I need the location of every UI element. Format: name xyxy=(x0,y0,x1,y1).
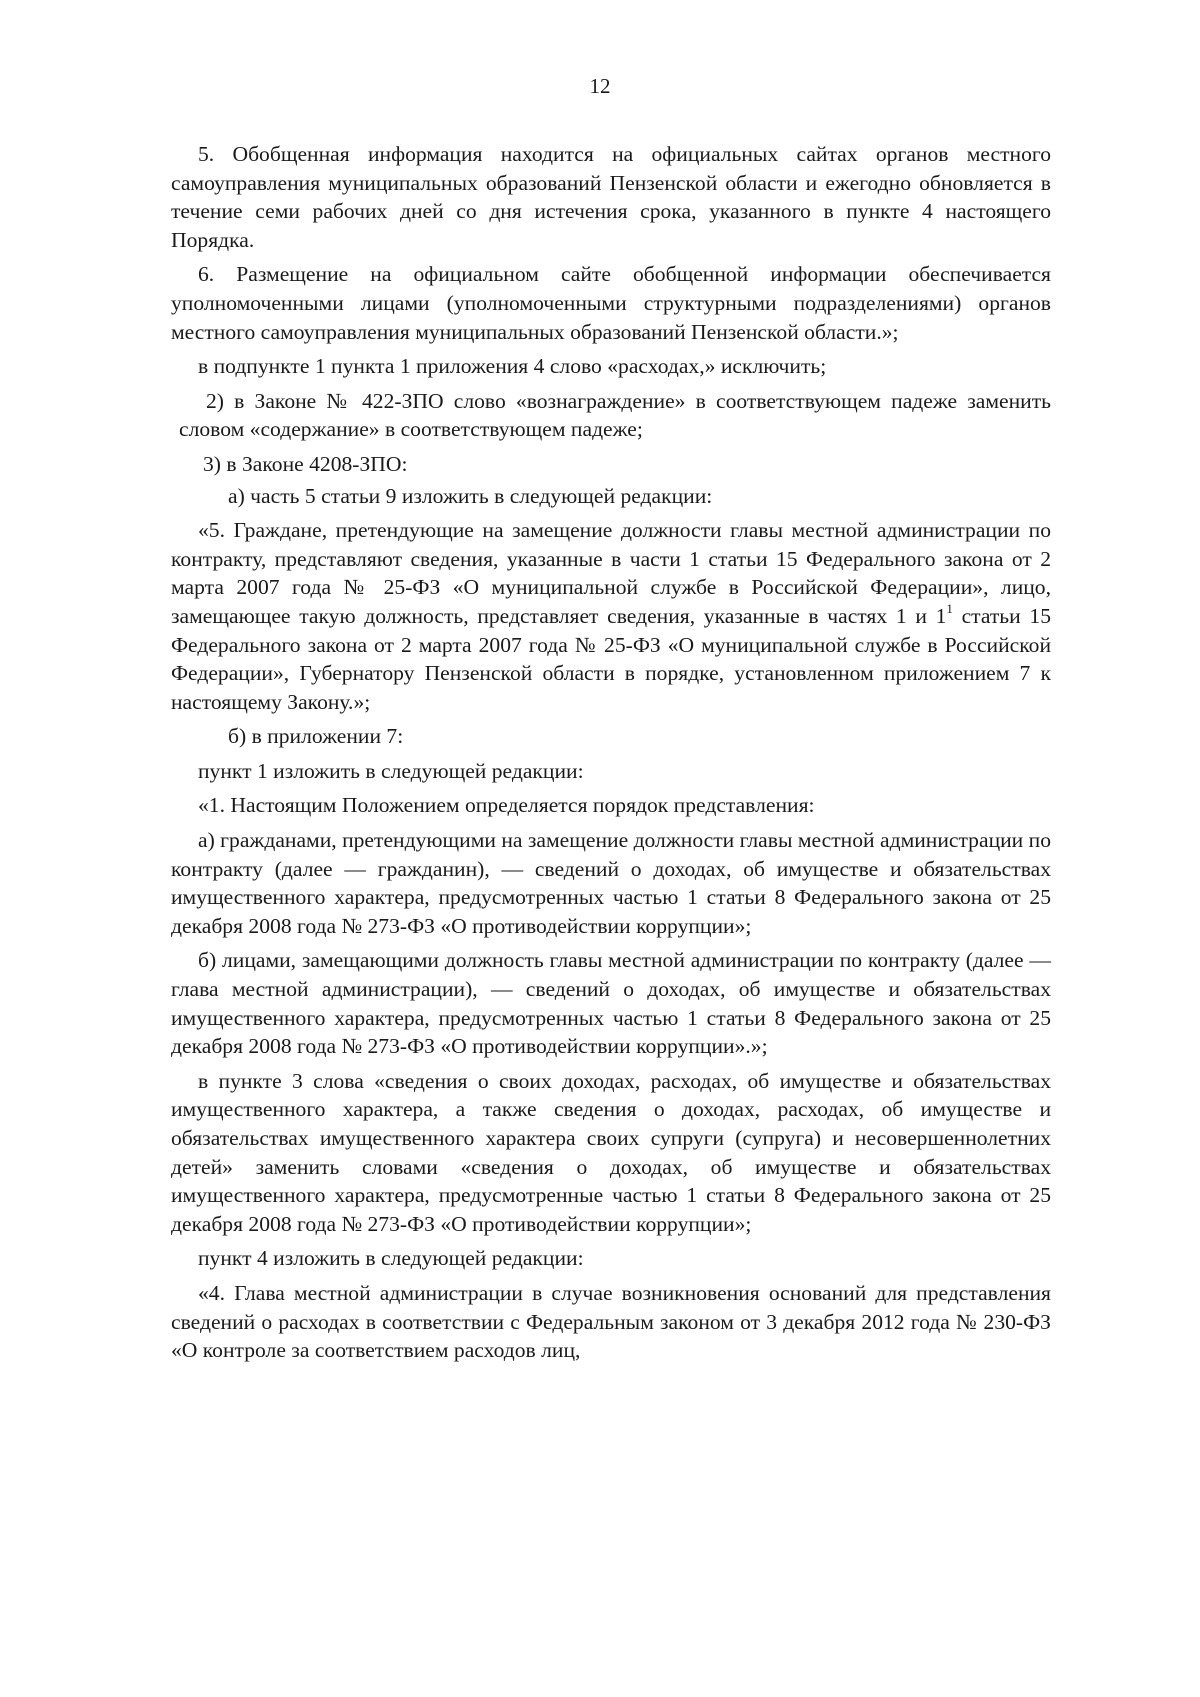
quote-5-text-start: «5. Граждане, претендующие на замещение должности главы местной администрации по контракту, представляют сведения, указанные в части 1 статьи 15 Федерального закона от 2 марта 2007 года № 25-ФЗ «О муниципальной службе в Российской Федерации», лицо, замещающее такую должность, представляет сведения, указанные в частях 1 и 1 xyxy=(171,518,1051,628)
paragraph-article-9: а) часть 5 статьи 9 изложить в следующей редакции: xyxy=(228,483,713,508)
paragraph-quote-5 xyxy=(171,516,1051,716)
document-body xyxy=(171,140,1051,1371)
paragraph-sub-a: а) гражданами, претендующими на замещение должности главы местной администрации по контракту (далее — гражданин), — сведений о доходах, об имуществе и обязательствах имущественного характера, предусмотренных частью 1 статьи 8 Федерального закона от 25 декабря 2008 года № 273-ФЗ «О противодействии коррупции»; xyxy=(171,828,1051,938)
paragraph-item-6: 6. Размещение на официальном сайте обобщенной информации обеспечивается уполномоченными лицами (уполномоченными структурными подразделениями) органов местного самоуправления муниципальных образований Пензенской области.»; xyxy=(171,262,1051,344)
paragraph-point-1-intro: пункт 1 изложить в следующей редакции: xyxy=(198,758,584,783)
paragraph-quote-4: «4. Глава местной администрации в случае возникновения оснований для представления сведений о расходах в соответствии с Федеральным законом от 3 декабря 2012 года № 230-ФЗ «О контроле за соответствием расходов лиц, xyxy=(171,1280,1051,1363)
paragraph-item-5: 5. Обобщенная информация находится на официальных сайтах органов местного самоуправления муниципальных образований Пензенской области и ежегодно обновляется в течение семи рабочих дней со дня истечения срока, указанного в пункте 4 настоящего Порядка. xyxy=(171,142,1051,252)
paragraph-quote-1: «1. Настоящим Положением определяется порядок представления: xyxy=(198,793,815,818)
page-number: 12 xyxy=(589,74,611,98)
paragraph-appendix-7: б) в приложении 7: xyxy=(228,724,404,749)
paragraph-sub-b: б) лицами, замещающими должность главы местной администрации по контракту (далее — глава местной администрации), — сведений о доходах, об имуществе и обязательствах имущественного характера, предусмотренных частью 1 статьи 8 Федерального закона от 25 декабря 2008 года № 273-ФЗ «О противодействии коррупции».»; xyxy=(171,948,1051,1059)
paragraph-exclude-expenses: в подпункте 1 пункта 1 приложения 4 слово «расходах,» исключить; xyxy=(198,354,827,379)
paragraph-law-4208: 3) в Законе 4208-ЗПО: xyxy=(203,451,408,476)
paragraph-law-422: 2) в Законе № 422-ЗПО слово «вознаграждение» в соответствующем падеже заменить словом «содержание» в соответствующем падеже; xyxy=(179,388,1051,442)
quote-5-text-end: статьи 15 Федерального закона от 2 марта 2007 года № 25-ФЗ «О муниципальной службе в Российской Федерации», Губернатору Пензенской области в порядке, установленном приложением 7 к настоящему Закону.»; xyxy=(171,603,1051,714)
paragraph-point-4-intro: пункт 4 изложить в следующей редакции: xyxy=(198,1246,584,1271)
superscript-index: 1 xyxy=(946,600,953,616)
paragraph-point-3: в пункте 3 слова «сведения о своих доходах, расходах, об имуществе и обязательствах имущественного характера, а также сведения о доходах, расходах, об имуществе и обязательствах имущественного характера своих супруги (супруга) и несовершеннолетних детей» заменить словами «сведения о доходах, об имуществе и обязательствах имущественного характера, предусмотренные частью 1 статьи 8 Федерального закона от 25 декабря 2008 года № 273-ФЗ «О противодействии коррупции»; xyxy=(171,1068,1051,1236)
